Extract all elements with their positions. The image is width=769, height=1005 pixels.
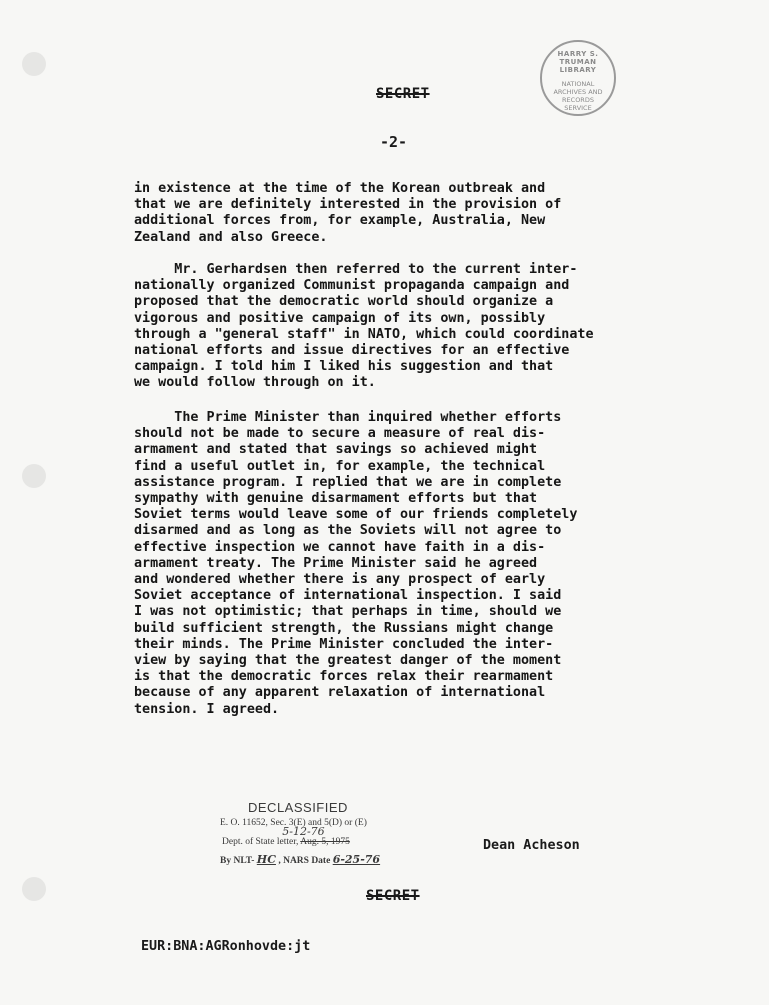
handwritten-initials: HC — [256, 853, 276, 866]
struck-letter-date: Aug. 5, 1975 — [300, 837, 350, 847]
seal-line: RECORDS — [562, 96, 594, 104]
authorization-line — [220, 851, 458, 870]
body-paragraph: in existence at the time of the Korean outbreak and that we are definitely interested in the provision of additional forces from, for example, Australia, New Zealand and also Greece. — [134, 181, 562, 245]
declassified-heading: DECLASSIFIED — [248, 800, 348, 815]
handwritten-letter-date: 5-12-76 — [282, 825, 325, 838]
nars-prefix: , NARS Date — [278, 856, 331, 866]
classification-marking-top — [376, 86, 430, 102]
seal-line: ARCHIVES AND — [553, 88, 603, 96]
seal-line: NATIONAL — [561, 80, 595, 88]
body-paragraph: The Prime Minister than inquired whether efforts should not be made to secure a measure of real dis- armament and stated that savings so achieved might find a useful outlet in, for example, the technical assistance program. I replied that we are in complete sympathy with genuine disarmament efforts but that Soviet terms would leave some of our friends completely disarmed and as long as the Soviets will not agree to effective inspection we cannot have faith in a dis- armament treaty. The Prime Minister said he agreed and wondered whether there is any prospect of early Soviet acceptance of international inspection. I said I was not optimistic; that perhaps in time, should we build sufficient strength, the Russians might change their minds. The Prime Minister concluded the inter- view by saying that the greatest danger of the moment is that the democratic forces relax their rearmament because of any apparent relaxation of international tension. I agreed. — [134, 410, 578, 717]
state-letter-prefix: Dept. of State letter, — [222, 837, 299, 847]
classification-text: SECRET — [366, 888, 420, 904]
punch-hole-middle — [22, 464, 46, 488]
drafter-reference: EUR:BNA:AGRonhovde:jt — [141, 939, 311, 954]
signature-name: Dean Acheson — [483, 838, 580, 853]
punch-hole-top — [22, 52, 46, 76]
classification-text: SECRET — [376, 86, 430, 102]
page-number: -2- — [380, 133, 408, 151]
punch-hole-bottom — [22, 877, 46, 901]
body-paragraph: Mr. Gerhardsen then referred to the current inter- nationally organized Communist propaganda campaign and proposed that the democratic world should organize a vigorous and positive campaign of its own, possibly through a "general staff" in NATO, which could coordinate national efforts and issue directives for an effective campaign. I told him I liked his suggestion and that we would follow through on it. — [134, 262, 594, 391]
archives-seal-stamp — [540, 40, 616, 116]
declassification-stamp — [218, 800, 458, 870]
seal-ring-text: HARRY S. TRUMAN LIBRARY — [557, 50, 599, 74]
classification-marking-bottom — [366, 888, 420, 904]
handwritten-nars-date: 6-25-76 — [332, 853, 381, 866]
seal-line: SERVICE — [564, 104, 592, 112]
by-prefix: By NLT- — [220, 856, 255, 866]
state-letter-line — [222, 825, 458, 851]
authority-line: E. O. 11652, Sec. 3(E) and 5(D) or (E) — [220, 818, 367, 828]
